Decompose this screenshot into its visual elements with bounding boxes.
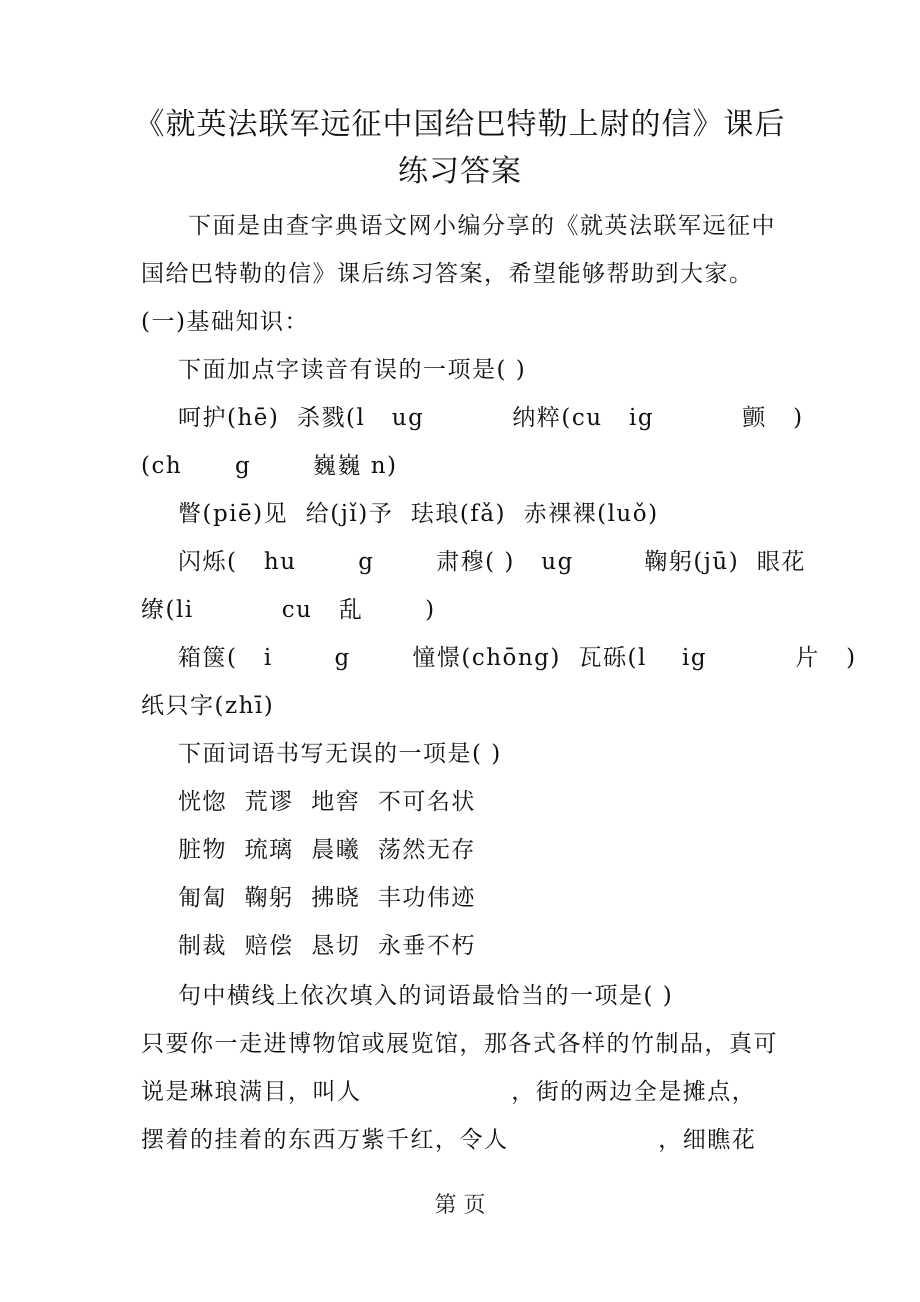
- question-1-line: 呵护(hē) 杀戮(l ug 纳粹(cu ig 颤 ): [178, 405, 804, 431]
- title-line-2: 练习答案: [398, 154, 522, 189]
- question-2-option: 脏物 琉璃 晨曦 荡然无存: [178, 837, 476, 863]
- intro-line-1: 下面是由查字典语文网小编分享的《就英法联军远征中: [188, 213, 776, 239]
- question-1-line: 瞥(piē)见 给(jǐ)予 珐琅(fǎ) 赤裸裸(luǒ): [178, 501, 659, 527]
- question-1-line: 缭(li cu 乱 ): [141, 597, 436, 623]
- question-2-option: 制裁 赔偿 恳切 永垂不朽: [178, 933, 476, 959]
- question-1-stem: 下面加点字读音有误的一项是( ): [178, 357, 527, 383]
- intro-line-2: 国给巴特勒的信》课后练习答案，希望能够帮助到大家。: [141, 261, 754, 287]
- question-1-line: (ch g 巍巍 n): [141, 453, 398, 479]
- question-2-option: 恍惚 荒谬 地窖 不可名状: [178, 789, 476, 815]
- question-3-stem: 句中横线上依次填入的词语最恰当的一项是( ): [178, 983, 674, 1009]
- question-2-option: 匍匐 鞠躬 拂晓 丰功伟迹: [178, 885, 476, 911]
- title-line-1: 《就英法联军远征中国给巴特勒上尉的信》课后: [134, 107, 786, 142]
- page-footer: 第 页: [434, 1193, 486, 1218]
- question-1-line: 箱箧( i g 憧憬(chōng) 瓦砾(l ig 片 ): [178, 645, 857, 671]
- section-heading: (一)基础知识：: [141, 309, 309, 335]
- question-1-line: 闪烁( hu g 肃穆( ) ug 鞠躬(jū) 眼花: [178, 549, 806, 575]
- question-3-line: 只要你一走进博物馆或展览馆，那各式各样的竹制品，真可: [141, 1031, 778, 1057]
- question-2-stem: 下面词语书写无误的一项是( ): [178, 741, 502, 767]
- question-3-line: 说是琳琅满目，叫人 ，街的两边全是摊点，: [141, 1079, 757, 1105]
- question-3-line: 摆着的挂着的东西万紫千红，令人 ，细瞧花: [141, 1127, 757, 1153]
- question-1-line: 纸只字(zhī): [141, 693, 275, 719]
